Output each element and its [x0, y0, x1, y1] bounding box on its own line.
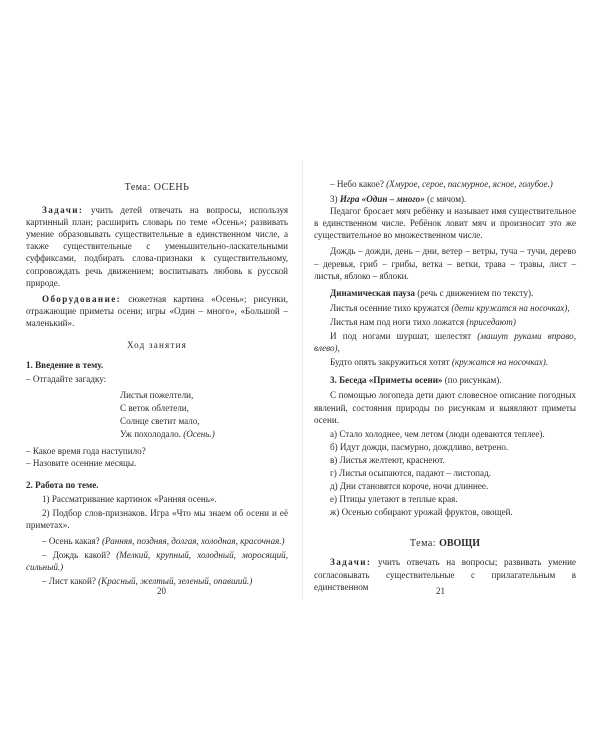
poem-line: С веток облетели, — [120, 403, 189, 414]
poem-line: Солнце светит мало, — [120, 416, 200, 427]
sign-item: а) Стало холоднее, чем летом (люди одеваются теплее). — [330, 428, 545, 439]
topic-title: ОСЕНЬ — [153, 182, 190, 193]
poem-line: Листья пожелтели, — [120, 390, 194, 401]
lesson-course-heading: Ход занятия — [126, 340, 188, 351]
section-2-title: 2. Работа по теме. — [26, 479, 99, 490]
answer-autumn: – Осень какая? (Ранняя, поздняя, долгая, холодная, красочная.) — [42, 535, 285, 546]
book-spine — [302, 160, 303, 600]
game-one-many-text: Педагог бросает мяч ребёнку и называет имя существительное в единственном числе. Ребёнок ловит мяч и произносит это же существительное во множественном числе. — [314, 206, 576, 241]
goals-text: учить детей отвечать на вопросы, используя картинный план; расширить словарь по теме «Осень»; развивать умение образовывать существительные в единственном числе, а также существительные с уменьшительно-ласкательными суффиксами, подбирать слова-признаки к существительному, сопровождать речь движением; воспитывать любовь к русской природе. — [26, 205, 288, 288]
verse-line-1: Листья осенние тихо кружатся (дети кружатся на носочках), — [330, 302, 570, 313]
topic-label: Тема: — [409, 538, 437, 550]
question-season: – Какое время года наступило? — [26, 446, 146, 457]
goals-text-2: учить отвечать на вопросы; развивать умение согласовывать существительные с прилагательным в единственном — [314, 557, 576, 592]
page-number-right: 21 — [436, 586, 445, 596]
answer-rain: – Дождь какой? (Мелкий, крупный, холодный, моросящий, сильный.) — [26, 549, 288, 573]
talk-title: 3. Беседа «Приметы осени» (по рисункам). — [330, 375, 502, 386]
left-page — [26, 182, 288, 587]
section-1-title: 1. Введение в тему. — [26, 360, 104, 371]
riddle-prompt: – Отгадайте загадку: — [26, 374, 107, 385]
topic-label: Тема: — [124, 182, 151, 193]
goals-paragraph-2 — [314, 556, 576, 592]
right-page — [314, 178, 576, 593]
answer-sky: – Небо какое? (Хмурое, серое, пасмурное, ясное, голубое.) — [330, 179, 553, 189]
talk-text: С помощью логопеда дети дают словесное описание погодных явлений, состояния природы по рисункам и выявляют приметы осени. — [314, 390, 576, 425]
question-months: – Назовите осенние месяцы. — [26, 458, 137, 469]
verse-line-3: И под ногами шуршат, шелестят (машут руками вправо, влево), — [314, 331, 576, 354]
goals-paragraph — [26, 204, 288, 289]
verse-line-2: Листья нам под ноги тихо ложатся (приседают) — [330, 316, 516, 327]
sign-item: г) Листья осыпаются, падают – листопад. — [330, 467, 491, 478]
sign-item: ж) Осенью собирают урожай фруктов, овощей. — [330, 507, 513, 518]
game-one-many-title: 3) Игра «Один – много» (с мячом). — [330, 194, 467, 205]
equipment-paragraph — [26, 293, 288, 329]
sign-item: в) Листья желтеют, краснеют. — [330, 454, 445, 465]
sign-item: е) Птицы улетают в теплые края. — [330, 494, 458, 505]
dynamic-pause-title: Динамическая пауза (речь с движением по тексту). — [330, 287, 534, 298]
sign-item: д) Дни становятся короче, ночи длиннее. — [330, 481, 489, 492]
goals-label: Задачи: — [42, 205, 84, 216]
verse-line-4: Будто опять закружиться хотят (кружатся на носочках). — [330, 357, 549, 368]
step-2-text: 2) Подбор слов-признаков. Игра «Что мы знаем об осени и её приметах». — [26, 507, 288, 530]
page-number-left: 20 — [157, 586, 166, 596]
word-pairs: Дождь – дожди, день – дни, ветер – ветры, туча – тучи, дерево – деревья, гриб – грибы, ветка – ветки, трава – травы, лист – листья, яблоко – яблоки. — [314, 246, 576, 281]
goals-label-2: Задачи: — [330, 557, 372, 568]
step-1-text: 1) Рассматривание картинок «Ранняя осень». — [42, 493, 217, 504]
poem-answer: (Осень.) — [183, 429, 215, 440]
answer-leaf: – Лист какой? (Красный, желтый, зеленый, опавший.) — [42, 576, 253, 587]
sign-item: б) Идут дожди, пасмурно, дождливо, ветрено. — [330, 441, 509, 452]
equipment-text: сюжетная картина «Осень»; рисунки, отражающие приметы осени; игры «Один – много», «Большой – маленький». — [26, 293, 288, 328]
topic-heading-vegetables — [314, 538, 576, 550]
topic-title: ОВОЩИ — [439, 538, 481, 550]
riddle-poem — [120, 389, 288, 441]
poem-line: Уж похолодало. (Осень.) — [120, 429, 215, 440]
topic-heading-autumn — [26, 182, 288, 194]
equipment-label: Оборудование: — [42, 293, 122, 304]
